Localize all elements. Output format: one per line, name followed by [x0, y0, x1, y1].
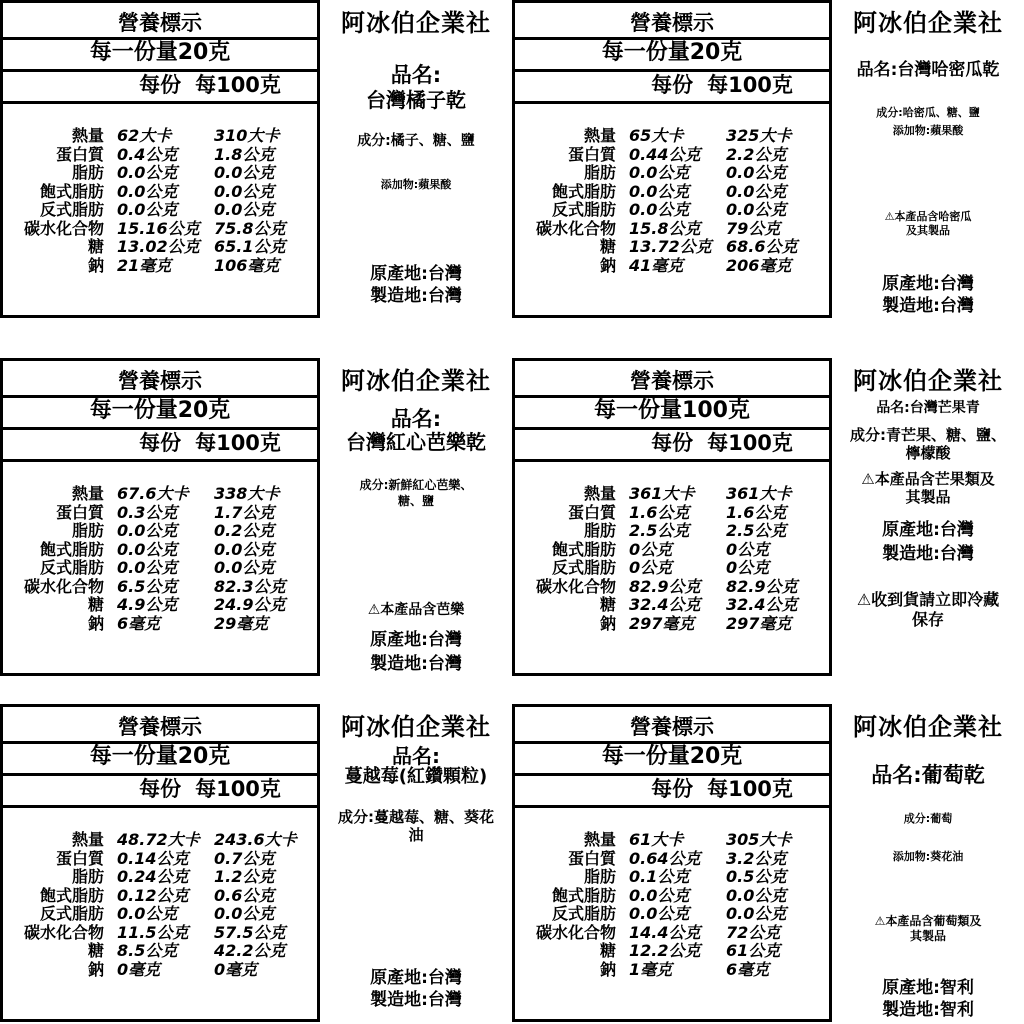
nutrient-name: 反式脂肪 [39, 558, 104, 577]
product-info [832, 704, 1024, 1024]
nutrient-row [515, 522, 829, 541]
nutrient-name: 鈉 [87, 255, 104, 275]
nutrient-per-serving: 0.0公克 [117, 163, 178, 182]
nutrient-rows [3, 485, 317, 633]
nutrient-per-serving: 11.5公克 [117, 922, 189, 942]
nutrient-rows [515, 831, 829, 979]
per-100g-header: 每100克 [195, 431, 281, 455]
nutrient-per-100g: 0.6公克 [214, 885, 275, 905]
origin: 原產地:台灣 [370, 264, 462, 284]
brand-name: 阿冰伯企業社 [853, 713, 1003, 741]
brand-name: 阿冰伯企業社 [341, 713, 491, 741]
nutrient-name: 碳水化合物 [23, 922, 104, 942]
product-name-label: 品名: [390, 63, 442, 87]
nutrition-label-cantaloupe [512, 0, 1024, 320]
nutrient-per-100g: 82.3公克 [214, 576, 286, 596]
nutrient-name: 蛋白質 [567, 144, 616, 164]
nutrient-per-100g: 338大卡 [214, 484, 280, 503]
nutrient-row [515, 485, 829, 504]
per-100g-header: 每100克 [195, 73, 281, 97]
nutrient-per-serving: 13.02公克 [117, 237, 200, 256]
nutrient-row [515, 961, 829, 980]
nutrient-per-serving: 41毫克 [629, 255, 684, 275]
nutrient-row [3, 578, 317, 597]
nutrient-per-serving: 0.0公克 [117, 539, 178, 559]
product-info [832, 358, 1024, 678]
nutrient-per-100g: 29毫克 [214, 613, 269, 633]
serving-size: 每一份量20克 [3, 37, 317, 72]
nutrient-per-100g: 32.4公克 [726, 595, 798, 614]
nutrient-per-serving: 0.24公克 [117, 867, 189, 886]
ingredients-cont: 油 [408, 826, 424, 844]
nutrient-name: 鈉 [599, 959, 616, 979]
nutrient-per-serving: 0.4公克 [117, 144, 178, 164]
per-serving-header: 每份 [139, 431, 182, 455]
nutrient-name: 碳水化合物 [23, 576, 104, 596]
nutrient-row [3, 942, 317, 961]
nutrition-table [512, 704, 832, 1022]
nutrient-name: 飽式脂肪 [39, 885, 104, 905]
nutrient-per-serving: 0.0公克 [629, 181, 690, 201]
nutrient-per-100g: 68.6公克 [726, 237, 798, 256]
product-name: 品名:台灣哈密瓜乾 [856, 60, 1000, 80]
nutrient-row [3, 596, 317, 615]
nutrient-row [3, 201, 317, 220]
per-serving-header: 每份 [139, 777, 182, 801]
nutrient-name: 蛋白質 [567, 502, 616, 522]
nutrient-per-serving: 0.64公克 [629, 848, 701, 868]
column-headers [3, 427, 317, 462]
nutrient-per-100g: 61公克 [726, 941, 781, 960]
product-info [320, 0, 512, 320]
nutrient-per-serving: 1毫克 [629, 959, 673, 979]
additives: 添加物:葵花油 [892, 850, 964, 863]
nutrient-row [3, 615, 317, 634]
nutrient-per-100g: 310大卡 [214, 126, 280, 145]
nutrient-name: 脂肪 [583, 521, 616, 540]
nutrient-per-serving: 0.0公克 [117, 558, 178, 577]
nutrient-row [515, 164, 829, 183]
nutrient-per-100g: 206毫克 [726, 255, 792, 275]
allergen-warning-cont: 其製品 [905, 488, 951, 506]
nutrient-row [3, 485, 317, 504]
nutrient-name: 熱量 [71, 126, 104, 145]
manufacture-place: 製造地:台灣 [370, 990, 462, 1010]
nutrient-per-serving: 6毫克 [117, 613, 161, 633]
nutrient-per-serving: 15.16公克 [117, 218, 200, 238]
nutrient-per-serving: 4.9公克 [117, 595, 178, 614]
nutrition-title: 營養標示 [3, 707, 317, 744]
nutrient-per-100g: 57.5公克 [214, 922, 286, 942]
nutrient-per-serving: 65大卡 [629, 126, 684, 145]
serving-size: 每一份量20克 [515, 37, 829, 72]
nutrient-per-serving: 67.6大卡 [117, 484, 189, 503]
nutrient-row [515, 831, 829, 850]
manufacture-place: 製造地:台灣 [370, 286, 462, 306]
nutrition-title: 營養標示 [515, 3, 829, 40]
allergen-warning: ⚠本產品含哈密瓜 [884, 210, 972, 223]
nutrient-per-100g: 42.2公克 [214, 941, 286, 960]
nutrient-row [3, 257, 317, 276]
nutrient-rows [515, 127, 829, 275]
nutrient-per-100g: 24.9公克 [214, 595, 286, 614]
nutrient-per-100g: 106毫克 [214, 255, 280, 275]
nutrient-name: 糖 [87, 595, 104, 614]
product-info [320, 704, 512, 1024]
nutrition-table [512, 0, 832, 318]
origin: 原產地:台灣 [370, 630, 462, 650]
nutrient-per-100g: 297毫克 [726, 613, 792, 633]
manufacture-place: 製造地:台灣 [882, 296, 974, 316]
nutrient-name: 反式脂肪 [39, 200, 104, 219]
additives: 添加物:蘋果酸 [380, 178, 452, 191]
nutrient-row [3, 924, 317, 943]
nutrient-name: 蛋白質 [55, 502, 104, 522]
brand-name: 阿冰伯企業社 [853, 367, 1003, 395]
nutrient-per-serving: 297毫克 [629, 613, 695, 633]
serving-size: 每一份量20克 [3, 395, 317, 430]
nutrient-row [515, 850, 829, 869]
origin: 原產地:台灣 [882, 274, 974, 294]
column-headers [515, 69, 829, 104]
nutrient-per-serving: 0.0公克 [629, 163, 690, 182]
nutrient-per-serving: 15.8公克 [629, 218, 701, 238]
nutrient-per-100g: 79公克 [726, 218, 781, 238]
nutrient-per-serving: 0公克 [629, 539, 673, 559]
nutrient-per-100g: 0.0公克 [214, 181, 275, 201]
nutrient-rows [3, 831, 317, 979]
nutrient-per-serving: 0.0公克 [117, 181, 178, 201]
nutrient-name: 飽式脂肪 [39, 539, 104, 559]
column-headers [3, 69, 317, 104]
allergen-warning: ⚠本產品含芭樂 [367, 602, 465, 618]
nutrient-per-100g: 75.8公克 [214, 218, 286, 238]
manufacture-place: 製造地:智利 [882, 1000, 974, 1020]
per-serving-header: 每份 [651, 777, 694, 801]
nutrient-per-serving: 0.12公克 [117, 885, 189, 905]
nutrient-row [515, 504, 829, 523]
nutrient-per-100g: 305大卡 [726, 830, 792, 849]
nutrient-name: 糖 [599, 237, 616, 256]
nutrient-name: 鈉 [87, 613, 104, 633]
per-serving-header: 每份 [651, 431, 694, 455]
nutrition-table [0, 0, 320, 318]
nutrient-per-100g: 82.9公克 [726, 576, 798, 596]
product-name: 台灣橘子乾 [366, 88, 466, 112]
nutrition-table [0, 704, 320, 1022]
product-name: 品名:葡萄乾 [871, 763, 985, 787]
origin: 原產地:智利 [882, 978, 974, 998]
nutrient-name: 脂肪 [71, 521, 104, 540]
nutrient-per-serving: 0毫克 [117, 959, 161, 979]
nutrition-title: 營養標示 [3, 361, 317, 398]
nutrient-name: 糖 [599, 595, 616, 614]
nutrient-name: 糖 [87, 237, 104, 256]
nutrient-name: 蛋白質 [55, 144, 104, 164]
nutrient-per-100g: 0.5公克 [726, 867, 787, 886]
refrigerate-warning-cont: 保存 [911, 610, 944, 629]
nutrient-per-100g: 0.0公克 [726, 904, 787, 923]
nutrient-name: 飽式脂肪 [551, 885, 616, 905]
nutrient-per-serving: 82.9公克 [629, 576, 701, 596]
nutrient-row [3, 961, 317, 980]
nutrient-name: 脂肪 [583, 867, 616, 886]
nutrient-name: 鈉 [599, 613, 616, 633]
nutrient-row [515, 183, 829, 202]
manufacture-place: 製造地:台灣 [882, 544, 974, 564]
nutrient-per-100g: 0.0公克 [726, 181, 787, 201]
nutrition-label-cranberry [0, 704, 512, 1024]
nutrient-name: 反式脂肪 [39, 904, 104, 923]
serving-size: 每一份量20克 [3, 741, 317, 776]
ingredients-cont: 糖、鹽 [397, 494, 434, 508]
nutrient-per-100g: 6毫克 [726, 959, 770, 979]
nutrient-row [515, 257, 829, 276]
nutrient-row [3, 522, 317, 541]
origin: 原產地:台灣 [370, 968, 462, 988]
nutrition-label-raisin [512, 704, 1024, 1024]
nutrient-row [3, 220, 317, 239]
nutrient-row [515, 596, 829, 615]
nutrient-per-serving: 361大卡 [629, 484, 695, 503]
nutrient-name: 蛋白質 [567, 848, 616, 868]
nutrient-row [515, 201, 829, 220]
nutrient-name: 熱量 [583, 126, 616, 145]
nutrient-name: 糖 [599, 941, 616, 960]
nutrient-per-100g: 0公克 [726, 539, 770, 559]
product-info [320, 358, 512, 678]
product-name-label: 品名: [392, 744, 440, 768]
nutrient-name: 熱量 [71, 830, 104, 849]
nutrient-per-100g: 0.0公克 [214, 200, 275, 219]
ingredients: 成分:蔓越莓、糖、葵花 [338, 808, 494, 826]
per-100g-header: 每100克 [707, 777, 793, 801]
nutrient-row [515, 541, 829, 560]
nutrient-row [515, 578, 829, 597]
nutrient-per-serving: 12.2公克 [629, 941, 701, 960]
nutrient-name: 熱量 [583, 830, 616, 849]
nutrient-per-serving: 0.0公克 [629, 885, 690, 905]
nutrient-name: 反式脂肪 [551, 200, 616, 219]
nutrient-per-serving: 2.5公克 [629, 521, 690, 540]
nutrient-per-100g: 325大卡 [726, 126, 792, 145]
nutrient-per-serving: 0.0公克 [629, 904, 690, 923]
nutrient-name: 鈉 [87, 959, 104, 979]
nutrition-title: 營養標示 [515, 707, 829, 744]
ingredients: 成分:橘子、糖、鹽 [357, 133, 475, 149]
nutrient-name: 脂肪 [583, 163, 616, 182]
column-headers [515, 773, 829, 808]
product-name-label: 品名: [390, 407, 442, 431]
nutrition-label-guava [0, 358, 512, 678]
nutrient-name: 反式脂肪 [551, 558, 616, 577]
nutrient-per-serving: 0.0公克 [117, 200, 178, 219]
nutrient-per-100g: 2.2公克 [726, 144, 787, 164]
nutrient-per-serving: 62大卡 [117, 126, 172, 145]
nutrient-per-100g: 0.0公克 [214, 539, 275, 559]
nutrient-row [3, 146, 317, 165]
nutrient-per-serving: 61大卡 [629, 830, 684, 849]
nutrient-row [515, 146, 829, 165]
nutrient-row [3, 541, 317, 560]
ingredients: 成分:新鮮紅心芭樂、 [359, 478, 473, 492]
manufacture-place: 製造地:台灣 [370, 654, 462, 674]
serving-size: 每一份量20克 [515, 741, 829, 776]
product-name: 品名:台灣芒果青 [876, 400, 980, 416]
nutrient-per-100g: 0.0公克 [214, 163, 275, 182]
nutrition-title: 營養標示 [515, 361, 829, 398]
nutrient-row [515, 220, 829, 239]
nutrient-rows [515, 485, 829, 633]
nutrient-per-serving: 21毫克 [117, 255, 172, 275]
nutrient-name: 飽式脂肪 [551, 539, 616, 559]
nutrient-row [515, 924, 829, 943]
nutrient-per-100g: 1.6公克 [726, 502, 787, 522]
ingredients: 成分:葡萄 [903, 812, 953, 825]
nutrient-row [3, 183, 317, 202]
nutrient-row [3, 850, 317, 869]
column-headers [515, 427, 829, 462]
nutrient-per-100g: 0公克 [726, 558, 770, 577]
nutrition-title: 營養標示 [3, 3, 317, 40]
nutrient-name: 蛋白質 [55, 848, 104, 868]
ingredients: 成分:青芒果、糖、鹽、 [850, 426, 1006, 444]
nutrient-row [3, 504, 317, 523]
origin: 原產地:台灣 [882, 520, 974, 540]
allergen-warning-cont: 及其製品 [906, 224, 950, 237]
column-headers [3, 773, 317, 808]
nutrient-per-100g: 72公克 [726, 922, 781, 942]
per-serving-header: 每份 [651, 73, 694, 97]
nutrient-per-100g: 1.7公克 [214, 502, 275, 522]
nutrient-row [515, 942, 829, 961]
nutrient-row [515, 868, 829, 887]
nutrient-per-serving: 0.0公克 [629, 200, 690, 219]
per-100g-header: 每100克 [195, 777, 281, 801]
nutrient-row [515, 559, 829, 578]
nutrient-per-100g: 3.2公克 [726, 848, 787, 868]
nutrient-per-serving: 14.4公克 [629, 922, 701, 942]
nutrient-per-100g: 0.0公克 [726, 163, 787, 182]
nutrient-name: 飽式脂肪 [551, 181, 616, 201]
product-name: 台灣紅心芭樂乾 [346, 430, 486, 454]
nutrient-row [3, 831, 317, 850]
product-name: 蔓越莓(紅鑽顆粒) [344, 766, 488, 787]
nutrient-per-100g: 65.1公克 [214, 237, 286, 256]
nutrient-row [515, 887, 829, 906]
nutrient-row [515, 127, 829, 146]
nutrient-per-100g: 361大卡 [726, 484, 792, 503]
nutrient-name: 飽式脂肪 [39, 181, 104, 201]
nutrient-per-serving: 0.14公克 [117, 848, 189, 868]
nutrient-row [3, 238, 317, 257]
nutrient-rows [3, 127, 317, 275]
nutrient-per-100g: 0.0公克 [214, 904, 275, 923]
nutrient-name: 碳水化合物 [23, 218, 104, 238]
nutrient-name: 碳水化合物 [535, 218, 616, 238]
nutrient-per-serving: 0公克 [629, 558, 673, 577]
nutrition-table [512, 358, 832, 676]
nutrient-row [3, 868, 317, 887]
nutrition-table [0, 358, 320, 676]
nutrient-name: 鈉 [599, 255, 616, 275]
allergen-warning: ⚠本產品含葡萄類及 [874, 914, 982, 928]
per-serving-header: 每份 [139, 73, 182, 97]
brand-name: 阿冰伯企業社 [341, 367, 491, 395]
nutrient-per-100g: 0.0公克 [214, 558, 275, 577]
nutrient-per-serving: 0.3公克 [117, 502, 178, 522]
nutrient-name: 糖 [87, 941, 104, 960]
ingredients-cont: 檸檬酸 [905, 444, 951, 462]
per-100g-header: 每100克 [707, 431, 793, 455]
nutrient-per-serving: 0.44公克 [629, 144, 701, 164]
nutrient-row [3, 164, 317, 183]
nutrient-per-100g: 0毫克 [214, 959, 258, 979]
nutrient-name: 碳水化合物 [535, 922, 616, 942]
nutrient-per-100g: 243.6大卡 [214, 830, 297, 849]
nutrition-label-mango [512, 358, 1024, 678]
nutrient-per-100g: 0.0公克 [726, 885, 787, 905]
nutrient-name: 碳水化合物 [535, 576, 616, 596]
allergen-warning-cont: 其製品 [909, 929, 946, 943]
nutrient-per-serving: 0.1公克 [629, 867, 690, 886]
nutrient-name: 熱量 [583, 484, 616, 503]
nutrient-name: 脂肪 [71, 867, 104, 886]
nutrient-per-serving: 48.72大卡 [117, 830, 200, 849]
nutrient-per-serving: 13.72公克 [629, 237, 712, 256]
nutrient-per-100g: 2.5公克 [726, 521, 787, 540]
nutrient-per-serving: 8.5公克 [117, 941, 178, 960]
brand-name: 阿冰伯企業社 [341, 9, 491, 37]
nutrient-per-serving: 6.5公克 [117, 576, 178, 596]
product-info [832, 0, 1024, 320]
serving-size: 每一份量100克 [515, 395, 829, 430]
nutrient-per-100g: 1.2公克 [214, 867, 275, 886]
nutrition-label-tangerine [0, 0, 512, 320]
refrigerate-warning: ⚠收到貨請立即冷藏 [856, 590, 1000, 609]
nutrient-per-serving: 32.4公克 [629, 595, 701, 614]
nutrient-row [3, 559, 317, 578]
nutrient-row [3, 905, 317, 924]
nutrient-per-serving: 0.0公克 [117, 904, 178, 923]
nutrient-name: 熱量 [71, 484, 104, 503]
nutrient-per-serving: 1.6公克 [629, 502, 690, 522]
nutrient-per-100g: 0.0公克 [726, 200, 787, 219]
nutrient-name: 反式脂肪 [551, 904, 616, 923]
ingredients: 成分:哈密瓜、糖、鹽 [876, 106, 980, 119]
nutrient-per-100g: 0.2公克 [214, 521, 275, 540]
nutrient-row [3, 887, 317, 906]
nutrient-row [3, 127, 317, 146]
nutrient-row [515, 238, 829, 257]
nutrient-per-100g: 0.7公克 [214, 848, 275, 868]
allergen-warning: ⚠本產品含芒果類及 [861, 470, 995, 488]
nutrient-name: 脂肪 [71, 163, 104, 182]
additives: 添加物:蘋果酸 [892, 124, 964, 137]
brand-name: 阿冰伯企業社 [853, 9, 1003, 37]
nutrient-row [515, 615, 829, 634]
nutrient-per-100g: 1.8公克 [214, 144, 275, 164]
nutrient-per-serving: 0.0公克 [117, 521, 178, 540]
per-100g-header: 每100克 [707, 73, 793, 97]
nutrient-row [515, 905, 829, 924]
